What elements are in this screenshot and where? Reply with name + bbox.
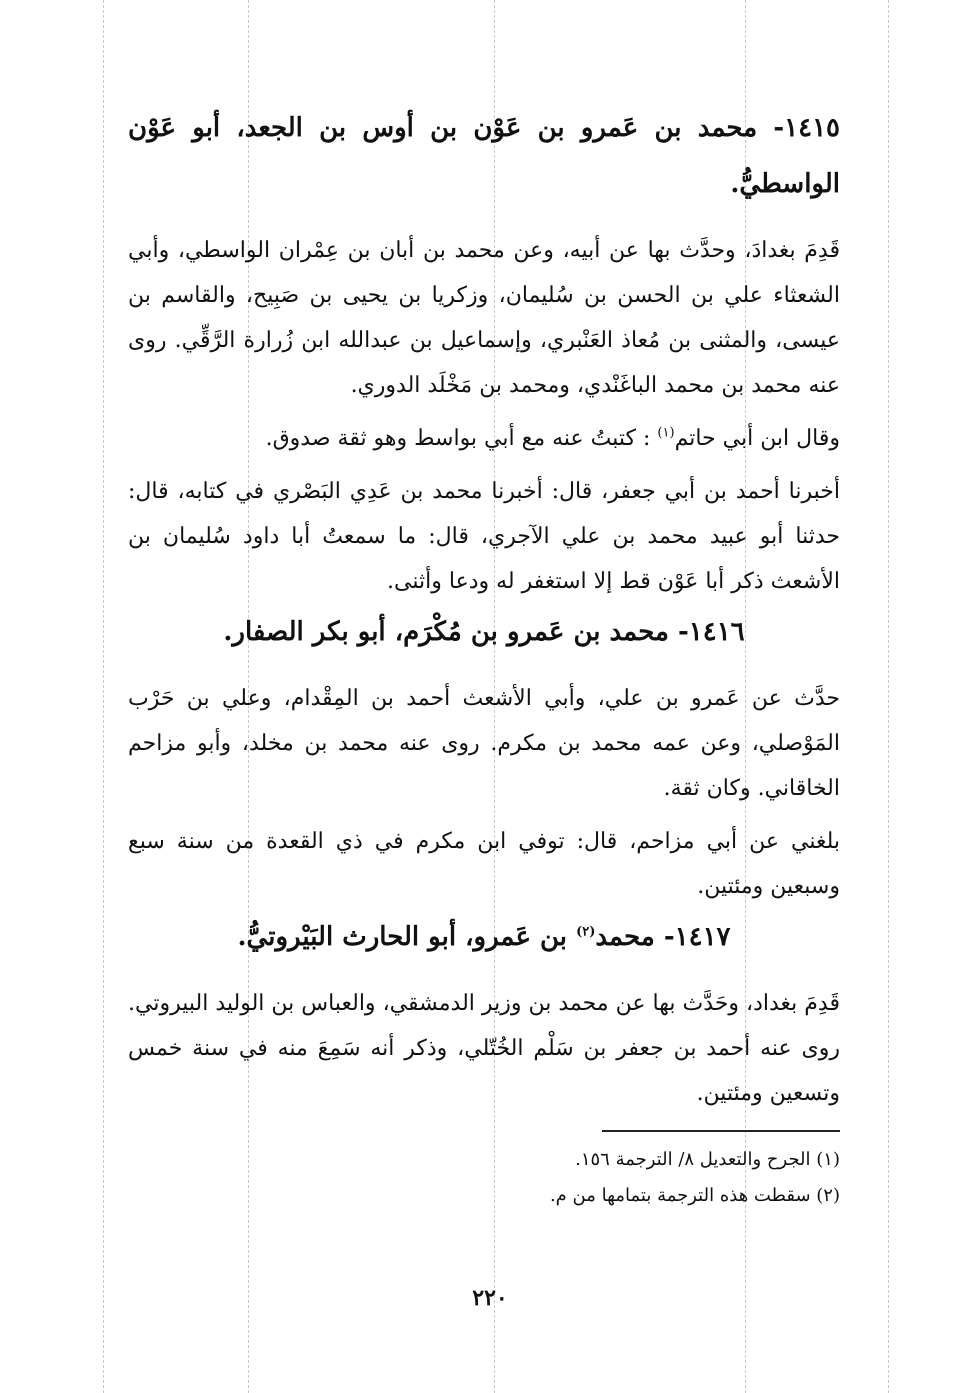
- entry-1416-paragraph-death: بلغني عن أبي مزاحم، قال: توفي ابن مكرم في ذي القعدة من سنة سبع وسبعين ومئتين.: [128, 829, 840, 899]
- footnote-separator: [602, 1130, 840, 1132]
- entry-1417-heading-end: بن عَمرو، أبو الحارث البَيْروتيُّ.: [237, 922, 577, 952]
- entry-1416-heading: ١٤١٦- محمد بن عَمرو بن مُكْرَم، أبو بكر الصفار.: [223, 617, 745, 647]
- entry-1417-paragraph-narrators: قَدِمَ بغداد، وحَدَّث بها عن محمد بن وزير الدمشقي، والعباس بن الوليد البيروتي. روى عنه أحمد بن جعفر بن سَلْم الخُتّلي، وذكر أنه سَمِعَ منه في سنة خمس وتسعين ومئتين.: [128, 991, 840, 1106]
- footnote-reference-2: (٢): [576, 924, 596, 940]
- entry-1415-paragraph-isnad: أخبرنا أحمد بن أبي جعفر، قال: أخبرنا محمد بن عَدِي البَصْري في كتابه، قال: حدثنا أبو عبيد محمد بن علي الآجري، قال: ما سمعتُ أبا داود سُليمان بن الأشعث ذكر أبا عَوْن قط إلا استغفر له ودعا وأثنى.: [128, 479, 840, 594]
- footnote-reference-1: (١): [657, 425, 675, 441]
- entry-1417-heading: [128, 909, 840, 965]
- footnote-1: (١) الجرح والتعديل ٨/ الترجمة ١٥٦.: [575, 1149, 840, 1170]
- entry-1415-quote-intro: وقال ابن أبي حاتم: [674, 426, 840, 451]
- entry-1415-paragraph-narrators: قَدِمَ بغدادَ، وحدَّث بها عن أبيه، وعن محمد بن أبان بن عِمْران الواسطي، وأبي الشعثاء علي بن الحسن بن سُليمان، وزكريا بن يحيى بن صَبِيح، والقاسم بن عيسى، والمثنى بن مُعاذ العَنْبري، وإسماعيل بن عبدالله ابن زُرارة الرَّقِّي. روى عنه محمد بن محمد الباغَنْدي، ومحمد بن مَخْلَد الدوري.: [128, 238, 840, 398]
- scan-guide-line: [103, 0, 104, 1393]
- entry-1416-paragraph-narrators: حدَّث عن عَمرو بن علي، وأبي الأشعث أحمد بن المِقْدام، وعلي بن حَرْب المَوْصلي، وعن عمه محمد بن مكرم. روى عنه محمد بن مخلد، وأبو مزاحم الخاقاني. وكان ثقة.: [128, 686, 840, 801]
- entry-1415-paragraph-ibn-abi-hatim: [128, 416, 840, 461]
- entry-1417-heading-start: ١٤١٧- محمد: [595, 922, 731, 952]
- page-number: ٢٢٠: [472, 1285, 508, 1311]
- page-body: [128, 100, 840, 1214]
- footnote-2: (٢) سقطت هذه الترجمة بتمامها من م.: [549, 1185, 840, 1206]
- entry-1415-heading: ١٤١٥- محمد بن عَمرو بن عَوْن بن أوس بن الجعد، أبو عَوْن الواسطيُّ.: [128, 113, 840, 199]
- entry-1415-quote-text: : كتبتُ عنه مع أبي بواسط وهو ثقة صدوق.: [265, 426, 658, 451]
- scan-guide-line: [888, 0, 889, 1393]
